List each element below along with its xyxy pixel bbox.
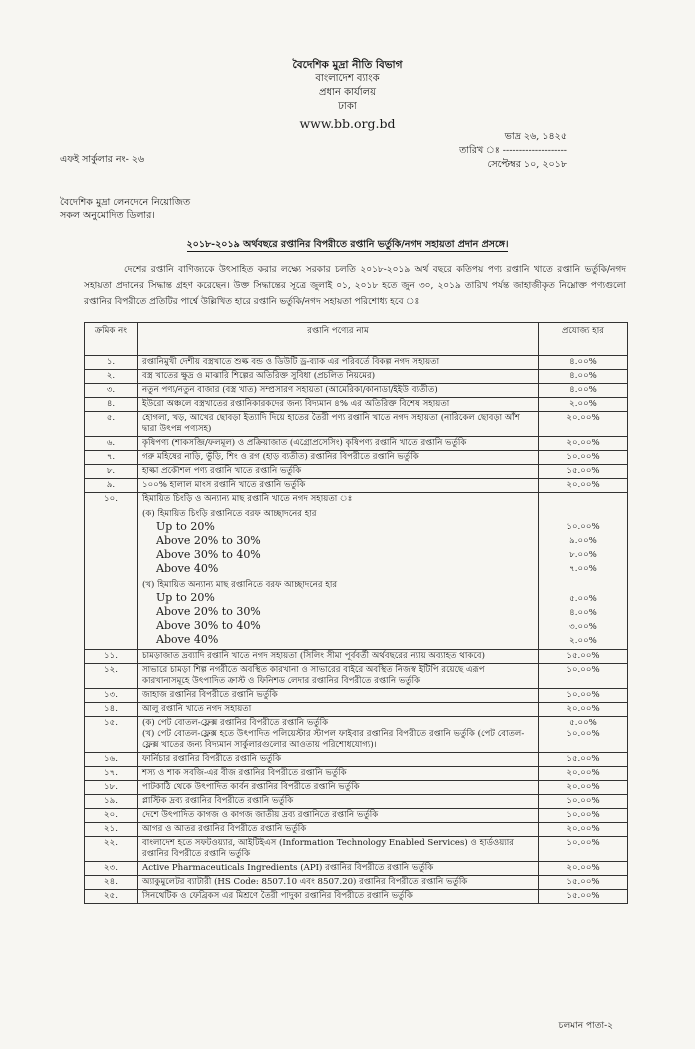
row-product: চামড়াজাত দ্রব্যাদি রপ্তানি খাতে নগদ সহায়তা (সিলিং সীমা পূর্ববর্তী অর্থবছরের ন্যায় অব্যাহত থাকবে)	[138, 650, 539, 664]
city-name: ঢাকা	[338, 101, 357, 112]
addressee	[60, 196, 190, 222]
row-product: বস্ত্র খাতের ক্ষুদ্র ও মাঝারি শিল্পের অতিরিক্ত সুবিধা (প্রচলিত নিয়মের)	[138, 370, 539, 384]
row-serial: ১৫.	[85, 717, 138, 753]
table-row	[85, 753, 628, 767]
bank-name: বাংলাদেশ ব্যাংক	[315, 73, 380, 84]
row-product: গরু মহিষের নাড়ি, ভুঁড়ি, শিং ও রগ (হাড় ব্যতীত) রপ্তানির বিপরীতে রপ্তানি ভর্তুকি	[138, 451, 539, 465]
row-product: বাংলাদেশ হতে সফটওয়্যার, আইটিইএস (Information Technology Enabled Services) ও হার্ডওয়্যার রপ্তানির বিপরীতে রপ্তানি ভর্তুকি	[138, 837, 539, 862]
table-row	[85, 370, 628, 384]
ice-coating-rate: ৯.০০%	[569, 536, 597, 546]
row-product: কৃষিপণ্য (শাকসব্জি/ফলমূল) ও প্রক্রিয়াজাত (এগ্রোপ্রসেসিং) কৃষিপণ্য রপ্তানি খাতে রপ্তানি ভর্তুকি	[138, 437, 539, 451]
table-row	[85, 781, 628, 795]
ice-coating-level: Above 30% to 40%	[156, 548, 261, 561]
ice-coating-level: Up to 20%	[156, 591, 215, 604]
ice-coating-level: Above 20% to 30%	[156, 605, 261, 618]
row-product: ইউরো অঞ্চলে বস্ত্রখাতের রপ্তানিকারকদের জন্য বিদ্যমান ৪% এর অতিরিক্ত বিশেষ সহায়তা	[138, 398, 539, 412]
row-rate: ১৫.০০%	[539, 876, 628, 890]
row15-line-b: (খ) পেট বোতল-ফ্লেক্স হতে উৎপাদিত পলিয়েস্টার স্টাপল ফাইবার রপ্তানির বিপরীতে রপ্তানি ভর্তুকি (পেট বোতল-ফ্লেক্স খাতের জন্য বিদ্যমান সার্কুলারগুলোর আওতায় পরিশোধযোগ্য)।	[142, 729, 525, 750]
row-rate: ১০.০০%	[539, 664, 628, 689]
row15-line-a: (ক) পেট বোতল-ফ্লেক্স রপ্তানির বিপরীতে রপ্তানি ভর্তুকি	[142, 718, 329, 728]
table-row	[85, 384, 628, 398]
bangla-date: ভাদ্র ২৬, ১৪২৫	[504, 131, 567, 142]
table-row	[85, 876, 628, 890]
table-row	[85, 451, 628, 465]
row-rate: ২০.০০%	[539, 479, 628, 493]
col-rate-header: প্রযোজ্য হার	[539, 323, 628, 356]
row-product: শস্য ও শাক সবজি-এর বীজ রপ্তানির বিপরীতে রপ্তানি ভর্তুকি	[138, 767, 539, 781]
row-product: ১০০% হালাল মাংস রপ্তানি খাতে রপ্তানি ভর্তুকি	[138, 479, 539, 493]
row-rate: ২০.০০%	[539, 862, 628, 876]
row-rate: ২.০০%	[539, 398, 628, 412]
row-product: নতুন পণ্য/নতুন বাজার (বস্ত্র খাত) সম্প্রসারণ সহায়তা (আমেরিকা/কানাডা/ইইউ ব্যতীত)	[138, 384, 539, 398]
table-header-row	[85, 323, 628, 356]
subsidy-table	[84, 322, 628, 904]
letterhead	[0, 58, 695, 133]
row-serial: ৬.	[85, 437, 138, 451]
website: www.bb.org.bd	[299, 116, 396, 131]
ice-coating-level: Above 20% to 30%	[156, 534, 261, 547]
date-label: তারিখ ঃ --------------------	[459, 145, 567, 156]
subject-line	[0, 238, 695, 253]
row-product	[138, 717, 539, 753]
row-product: Active Pharmaceuticals Ingredients (API) রপ্তানির বিপরীতে রপ্তানি ভর্তুকি	[138, 862, 539, 876]
table-row	[85, 703, 628, 717]
row-product: আলু রপ্তানি খাতে নগদ সহায়তা	[138, 703, 539, 717]
ice-coating-rate: ৭.০০%	[569, 564, 597, 574]
row-serial: ১.	[85, 356, 138, 370]
row-serial: ২৫.	[85, 890, 138, 904]
row-product: দেশে উৎপাদিত কাগজ ও কাগজ জাতীয় দ্রব্য রপ্তানিতে রপ্তানি ভর্তুকি	[138, 809, 539, 823]
row-serial: ২৩.	[85, 862, 138, 876]
row-serial: ৫.	[85, 412, 138, 437]
row-rate: ২০.০০%	[539, 823, 628, 837]
row15-rate-b: ১০.০০%	[566, 729, 600, 739]
row-product: ফার্নিচার রপ্তানির বিপরীতে রপ্তানি ভর্তুকি	[138, 753, 539, 767]
table-row	[85, 717, 628, 753]
table-row	[85, 465, 628, 479]
row-serial: ২০.	[85, 809, 138, 823]
row-serial: ১১.	[85, 650, 138, 664]
table-row	[85, 650, 628, 664]
row-serial: ১০.	[85, 493, 138, 650]
row10-sub-b: (খ) হিমায়িত অন্যান্য মাছ রপ্তানিতে বরফ আচ্ছাদনের হার	[142, 580, 338, 590]
table-row	[85, 809, 628, 823]
row-serial: ১৬.	[85, 753, 138, 767]
row-rate: ১০.০০%	[539, 837, 628, 862]
row-product: সিনথেটিক ও ফেব্রিকস এর মিশ্রণে তৈরী পাদুকা রপ্তানির বিপরীতে রপ্তানি ভর্তুকি	[138, 890, 539, 904]
row-rate: ১৫.০০%	[539, 890, 628, 904]
row-serial: ৮.	[85, 465, 138, 479]
row-serial: ১২.	[85, 664, 138, 689]
ice-coating-rate: ৪.০০%	[569, 608, 597, 618]
date-block	[459, 130, 567, 172]
ice-coating-level: Above 40%	[156, 562, 219, 575]
department-name: বৈদেশিক মুদ্রা নীতি বিভাগ	[292, 59, 403, 71]
row-rate: ১৫.০০%	[539, 465, 628, 479]
ice-coating-rate: ৮.০০%	[569, 550, 597, 560]
row-rate: ৪.০০%	[539, 370, 628, 384]
row-serial: ২১.	[85, 823, 138, 837]
table-row	[85, 795, 628, 809]
row-serial: ১৪.	[85, 703, 138, 717]
row10-heading: হিমায়িত চিংড়ি ও অন্যান্য মাছ রপ্তানি খাতে নগদ সহায়তা ঃ	[142, 494, 353, 504]
row-rate: ১০.০০%	[539, 451, 628, 465]
row-serial: ১৯.	[85, 795, 138, 809]
ice-coating-rate: ৩.০০%	[569, 622, 597, 632]
ice-coating-level: Above 30% to 40%	[156, 619, 261, 632]
row-product: হোগলা, খড়, আখের ছোবড়া ইত্যাদি দিয়ে হাতের তৈরী পণ্য রপ্তানি খাতে নগদ সহায়তা (নারিকেল ছোবড়া আঁশ দ্বারা উৎপন্ন পণ্যসহ)	[138, 412, 539, 437]
row-rate: ৪.০০%	[539, 356, 628, 370]
row-rate: ২০.০০%	[539, 412, 628, 437]
row-product: সাভারে চামড়া শিল্প নগরীতে অবস্থিত কারখানা ও সাভারের বাইরে অবস্থিত নিজস্ব ইটিপি রয়েছে এরূপ কারখানাসমূহে উৎপাদিত ক্রাস্ট ও ফিনিশড লেদার রপ্তানির বিপরীতে রপ্তানি ভর্তুকি	[138, 664, 539, 689]
subject-text: ২০১৮-২০১৯ অর্থবছরে রপ্তানির বিপরীতে রপ্তানি ভর্তুকি/নগদ সহায়তা প্রদান প্রসঙ্গে।	[186, 239, 509, 250]
table-row	[85, 664, 628, 689]
row-serial: ১৩.	[85, 689, 138, 703]
row-serial: ১৮.	[85, 781, 138, 795]
table-row	[85, 493, 628, 650]
row-serial: ১৭.	[85, 767, 138, 781]
row-rate: ১৫.০০%	[539, 650, 628, 664]
row-rate: ২০.০০%	[539, 781, 628, 795]
table-row	[85, 356, 628, 370]
addressee-line: সকল অনুমোদিত ডিলার।	[60, 210, 155, 221]
row-serial: ২২.	[85, 837, 138, 862]
ice-coating-rate: ২.০০%	[569, 636, 597, 646]
addressee-line: বৈদেশিক মুদ্রা লেনদেনে নিয়োজিত	[60, 197, 191, 208]
row-rate	[539, 717, 628, 753]
row-serial: ৪.	[85, 398, 138, 412]
continued-page-note: চলমান পাতা-২	[558, 1021, 613, 1031]
row-product: আগর ও আতর রপ্তানির বিপরীতে রপ্তানি ভর্তুকি	[138, 823, 539, 837]
row-rate: ১০.০০%	[539, 795, 628, 809]
table-row	[85, 837, 628, 862]
table-row	[85, 689, 628, 703]
row-rate: ১৫.০০%	[539, 753, 628, 767]
row-serial: ৯.	[85, 479, 138, 493]
row-product: পাটকাঠি থেকে উৎপাদিত কার্বন রপ্তানির বিপরীতে রপ্তানি ভর্তুকি	[138, 781, 539, 795]
english-date: সেপ্টেম্বর ১০, ২০১৮	[487, 159, 567, 170]
table-row	[85, 412, 628, 437]
row-rate: ২০.০০%	[539, 703, 628, 717]
table-row	[85, 437, 628, 451]
table-row	[85, 890, 628, 904]
intro-paragraph: দেশের রপ্তানি বাণিজ্যকে উৎসাহিত করার লক্ষ্যে সরকার চলতি ২০১৮-২০১৯ অর্থ বছরে কতিপয় পণ্য রপ্তানি খাতে রপ্তানি ভর্তুকি/নগদ সহায়তা প্রদানের সিদ্ধান্ত গ্রহণ করেছেন। উক্ত সিদ্ধান্তের সূত্রে জুলাই ০১, ২০১৮ হতে জুন ৩০, ২০১৯ তারিখ পর্যন্ত জাহাজীকৃত নিম্নোক্ত পণ্যগুলো রপ্তানির বিপরীতে প্রতিটির পার্শ্বে উল্লিখিত হারে রপ্তানি ভর্তুকি/নগদ সহায়তা পরিশোধ্য হবে ঃ	[84, 265, 626, 307]
ice-coating-level: Above 40%	[156, 633, 219, 646]
row-serial: ২৪.	[85, 876, 138, 890]
row-rate: ৪.০০%	[539, 384, 628, 398]
row-rate: ২০.০০%	[539, 437, 628, 451]
table-row	[85, 398, 628, 412]
row-rate: ১০.০০%	[539, 809, 628, 823]
row-product: রপ্তানিমুখী দেশীয় বস্ত্রখাতে শুল্ক বন্ড ও ডিউটি ড্র-ব্যাক এর পরিবর্তে বিকল্প নগদ সহায়তা	[138, 356, 539, 370]
row-serial: ২.	[85, 370, 138, 384]
row15-rate-a: ৫.০০%	[569, 718, 597, 728]
row-product: অ্যাকুমুলেটর ব্যাটারী (HS Code: 8507.10 এবং 8507.20) রপ্তানির বিপরীতে রপ্তানি ভর্তুকি	[138, 876, 539, 890]
ice-coating-level: Up to 20%	[156, 520, 215, 533]
row-rate: ১০.০০%	[539, 689, 628, 703]
table-row	[85, 862, 628, 876]
table-row	[85, 767, 628, 781]
row-serial: ৭.	[85, 451, 138, 465]
circular-number: এফই সার্কুলার নং- ২৬	[60, 154, 145, 165]
row-product	[138, 493, 539, 650]
col-serial-header: ক্রমিক নং	[85, 323, 138, 356]
row-serial: ৩.	[85, 384, 138, 398]
row10-sub-a: (ক) হিমায়িত চিংড়ি রপ্তানিতে বরফ আচ্ছাদনের হার	[142, 509, 317, 519]
office-name: প্রধান কার্যালয়	[318, 87, 376, 98]
row-rate	[539, 493, 628, 650]
row-product: হাল্কা প্রকৌশল পণ্য রপ্তানি খাতে রপ্তানি ভর্তুকি	[138, 465, 539, 479]
table-row	[85, 479, 628, 493]
row-product: প্লাস্টিক দ্রব্য রপ্তানির বিপরীতে রপ্তানি ভর্তুকি	[138, 795, 539, 809]
table-row	[85, 823, 628, 837]
row-rate: ২০.০০%	[539, 767, 628, 781]
col-product-header: রপ্তানি পণ্যের নাম	[138, 323, 539, 356]
row-product: জাহাজ রপ্তানির বিপরীতে রপ্তানি ভর্তুকি	[138, 689, 539, 703]
ice-coating-rate: ১০.০০%	[566, 522, 600, 532]
ice-coating-rate: ৫.০০%	[569, 594, 597, 604]
